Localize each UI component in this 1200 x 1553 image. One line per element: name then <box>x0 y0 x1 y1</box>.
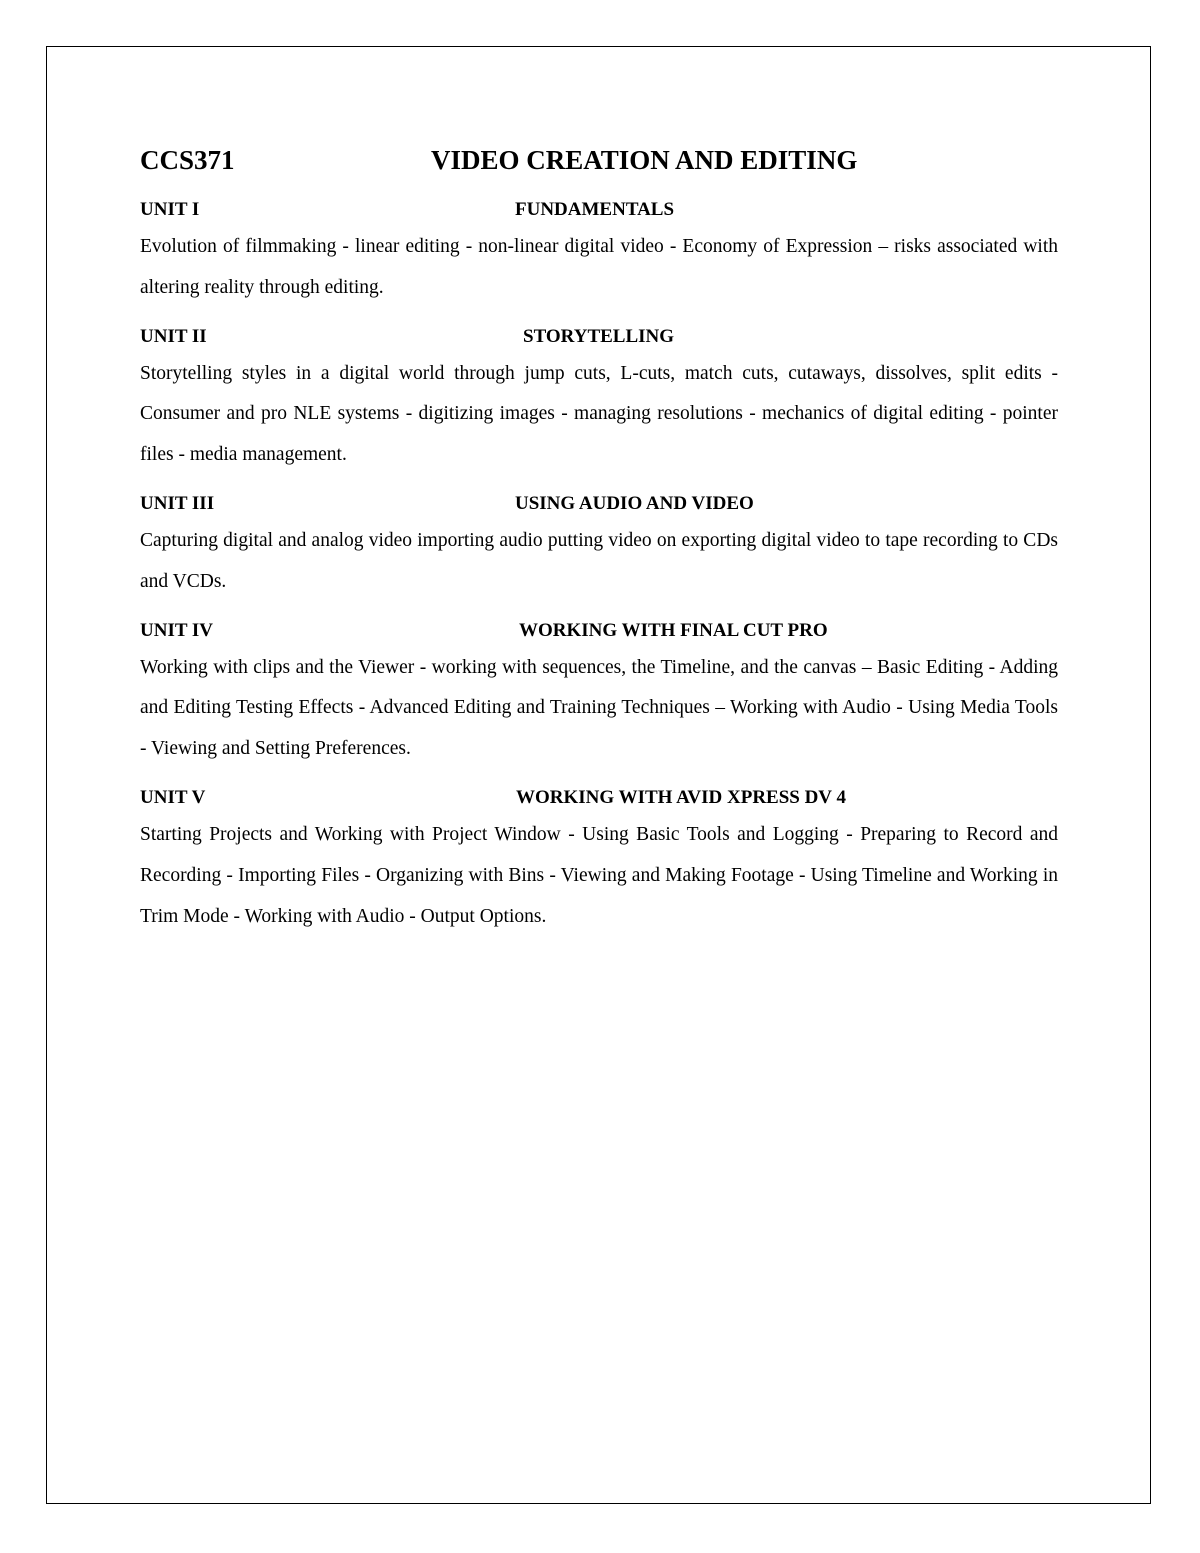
unit-description: Evolution of filmmaking - linear editing - non-linear digital video - Economy of Expression – risks associated with altering reality through editing. <box>140 236 1058 298</box>
unit-section <box>140 323 1058 476</box>
unit-title: FUNDAMENTALS <box>515 199 675 220</box>
unit-description: Working with clips and the Viewer - working with sequences, the Timeline, and the canvas – Basic Editing - Adding and Editing Testing Effects - Advanced Editing and Training Techniques – Working with Audio - Using Media Tools - Viewing and Setting Preferences. <box>140 656 1058 760</box>
course-title: VIDEO CREATION AND EDITING <box>431 145 858 175</box>
unit-title: WORKING WITH FINAL CUT PRO <box>519 619 828 641</box>
unit-section <box>140 784 1058 937</box>
unit-number: UNIT II <box>140 325 207 347</box>
unit-description: Starting Projects and Working with Project Window - Using Basic Tools and Logging - Preparing to Record and Recording - Importing Files - Organizing with Bins - Viewing and Making Footage - Using Timeline and Working in Trim Mode - Working with Audio - Output Options. <box>140 823 1058 927</box>
unit-number: UNIT V <box>140 786 206 808</box>
unit-heading <box>140 784 1058 812</box>
unit-heading <box>140 490 1058 518</box>
course-code: CCS371 <box>140 145 235 175</box>
unit-title: USING AUDIO AND VIDEO <box>515 492 754 514</box>
unit-heading <box>140 323 1058 351</box>
unit-section <box>140 490 1058 603</box>
unit-section <box>140 196 1058 309</box>
unit-number: UNIT III <box>140 492 215 514</box>
syllabus-content <box>140 140 1058 937</box>
unit-description: Storytelling styles in a digital world through jump cuts, L-cuts, match cuts, cutaways, dissolves, split edits - Consumer and pro NLE systems - digitizing images - managing resolutions - mechanics of digital editing - pointer files - media management. <box>140 362 1058 466</box>
unit-section <box>140 617 1058 770</box>
course-header <box>140 140 1058 184</box>
unit-description: Capturing digital and analog video importing audio putting video on exporting digital video to tape recording to CDs and VCDs. <box>140 529 1058 592</box>
unit-number: UNIT I <box>140 199 200 220</box>
unit-number: UNIT IV <box>140 619 214 641</box>
unit-heading <box>140 196 1058 224</box>
unit-heading <box>140 617 1058 645</box>
unit-title: STORYTELLING <box>523 325 675 347</box>
unit-title: WORKING WITH AVID XPRESS DV 4 <box>516 786 846 808</box>
